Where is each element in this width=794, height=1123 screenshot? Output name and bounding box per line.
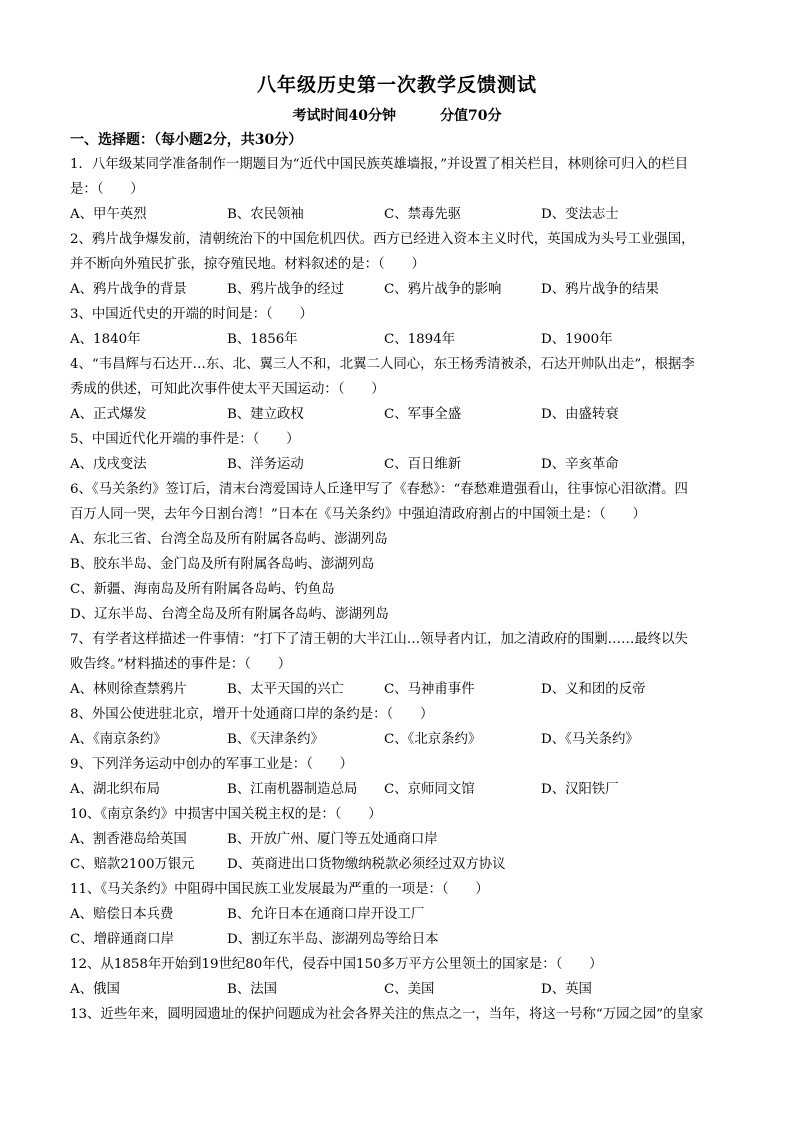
answer-option: D、割辽东半岛、澎湖列岛等给日本 [227,932,439,947]
answer-option: B、洋务运动 [227,457,304,472]
question-stem-line: 3、中国近代史的开端的时间是：（ ） [70,307,313,322]
question-stem-line: 败告终。”材料描述的事件是：（ ） [70,657,292,672]
answer-option: C、新疆、海南岛及所有附属各岛屿、钓鱼岛 [70,582,335,597]
answer-option: B、农民领袖 [227,207,304,222]
answer-options [70,277,740,302]
answer-option: B、建立政权 [227,407,304,422]
exam-score: 分值70分 [440,108,502,124]
answer-options [70,452,740,477]
answer-option: A、正式爆发 [70,407,147,422]
answer-option: C、军事全盛 [384,407,462,422]
answer-option: A、1840年 [70,332,141,347]
question-stem-line: 4、“韦昌辉与石达开…东、北、翼三人不和，北翼二人同心，东王杨秀清被杀，石达开帅队出走”，根据李 [70,357,695,372]
exam-time: 考试时间40分钟 [292,108,396,124]
question-item [70,877,740,952]
answer-option: B、《天津条约》 [227,732,324,747]
question-item [70,802,740,877]
answer-option: C、增辟通商口岸 [70,932,174,947]
question-item [70,1002,740,1027]
question-item [70,152,740,227]
answer-option: C、赔款2100万银元 [70,857,195,872]
answer-option: B、允许日本在通商口岸开设工厂 [227,907,425,922]
question-stem-line: 9、下列洋务运动中创办的军事工业是：（ ） [70,757,354,772]
answer-option: D、《马关条约》 [541,732,639,747]
answer-option: D、汉阳铁厂 [541,782,619,797]
answer-option: C、百日维新 [384,457,462,472]
answer-options [70,202,740,227]
answer-option: C、1894年 [384,332,456,347]
answer-option: B、法国 [227,982,278,997]
answer-option: B、鸦片战争的经过 [227,282,344,297]
question-item [70,627,740,702]
answer-option: A、湖北织布局 [70,782,161,797]
answer-option: D、英商进出口货物缴纳税款必须经过双方协议 [227,857,506,872]
question-stem-line: 8、外国公使进驻北京，增开十处通商口岸的条约是：（ ） [70,707,434,722]
exam-title: 八年级历史第一次教学反馈测试 [256,74,537,96]
question-stem-line: 10、《南京条约》中损害中国关税主权的是：（ ） [70,807,382,822]
answer-option: A、俄国 [70,982,120,997]
answer-options [70,327,740,352]
answer-option: A、林则徐查禁鸦片 [70,682,187,697]
answer-option: D、辽东半岛、台湾全岛及所有附属各岛屿、澎湖列岛 [70,607,389,622]
answer-options [70,677,740,702]
answer-option: B、江南机器制造总局 [227,782,358,797]
answer-options [70,402,740,427]
answer-option: C、《北京条约》 [384,732,482,747]
answer-option: B、1856年 [227,332,298,347]
answer-option: D、辛亥革命 [541,457,619,472]
answer-option: D、英国 [541,982,592,997]
question-stem-line: 11、《马关条约》中阻碍中国民族工业发展最为严重的一项是：（ ） [70,882,489,897]
answer-option: A、割香港岛给英国 [70,832,187,847]
question-stem-line: 百万人同一哭，去年今日割台湾！”日本在《马关条约》中强迫清政府割占的中国领土是：（ ） [70,507,646,522]
answer-options [70,727,740,752]
question-item [70,352,740,427]
question-item [70,227,740,302]
answer-option: A、戊戌变法 [70,457,147,472]
answer-options [70,902,740,952]
answer-option: D、由盛转衰 [541,407,619,422]
answer-option: C、美国 [384,982,435,997]
question-item [70,427,740,477]
answer-option: A、甲午英烈 [70,207,147,222]
answer-option: B、胶东半岛、金门岛及所有附属各岛屿、澎湖列岛 [70,557,375,572]
question-stem-line: 5、中国近代化开端的事件是：（ ） [70,432,300,447]
question-stem-line: 13、近些年来，圆明园遗址的保护问题成为社会各界关注的焦点之一，当年，将这一号称“万园之园”的皇家 [70,1007,704,1022]
question-stem-line: 12、从1858年开始到19世纪80年代，侵吞中国150多万平方公里领土的国家是：（ ） [70,957,603,972]
answer-option: B、太平天国的兴亡 [227,682,344,697]
exam-subtitle [0,105,794,125]
question-stem-line: 6、《马关条约》签订后，清末台湾爱国诗人丘逢甲写了《春愁》：“春愁难遣强看山，往事惊心泪欲潸。四 [70,482,688,497]
question-stem-line: 1．八年级某同学准备制作一期题目为“近代中国民族英雄墙报，”并设置了相关栏目，林则徐可归入的栏目 [70,157,689,172]
question-stem-line: 2、鸦片战争爆发前，清朝统治下的中国危机四伏。西方已经进入资本主义时代，英国成为头号工业强国， [70,232,695,247]
answer-option: D、鸦片战争的结果 [541,282,659,297]
answer-option: D、1900年 [541,332,613,347]
answer-options [70,977,740,1002]
answer-options [70,827,740,877]
section-heading: 一、选择题：（每小题2分，共30分） [70,132,303,148]
question-list [70,152,740,1027]
answer-option: C、京师同文馆 [384,782,475,797]
question-stem-line: 7、有学者这样描述一件事情：“打下了清王朝的大半江山…领导者内讧，加之清政府的围剿……最终以失 [70,632,688,647]
answer-option: D、义和团的反帝 [541,682,646,697]
question-stem-line: 是：（ ） [70,182,144,197]
answer-option: D、变法志士 [541,207,619,222]
question-stem-line: 秀成的供述，可知此次事件使太平天国运动：（ ） [70,382,385,397]
question-stem-line: 并不断向外殖民扩张，掠夺殖民地。材料叙述的是：（ ） [70,257,425,272]
question-item [70,952,740,1002]
answer-option: A、鸦片战争的背景 [70,282,187,297]
answer-option: A、东北三省、台湾全岛及所有附属各岛屿、澎湖列岛 [70,532,388,547]
question-item [70,752,740,802]
answer-option: C、禁毒先驱 [384,207,462,222]
answer-option: C、马神甫事件 [384,682,475,697]
answer-option: A、赔偿日本兵费 [70,907,174,922]
question-item [70,477,740,627]
answer-option: A、《南京条约》 [70,732,167,747]
answer-option: B、开放广州、厦门等五处通商口岸 [227,832,438,847]
question-item [70,302,740,352]
answer-options [70,777,740,802]
question-item [70,702,740,752]
answer-option: C、鸦片战争的影响 [384,282,502,297]
answer-options [70,527,740,627]
